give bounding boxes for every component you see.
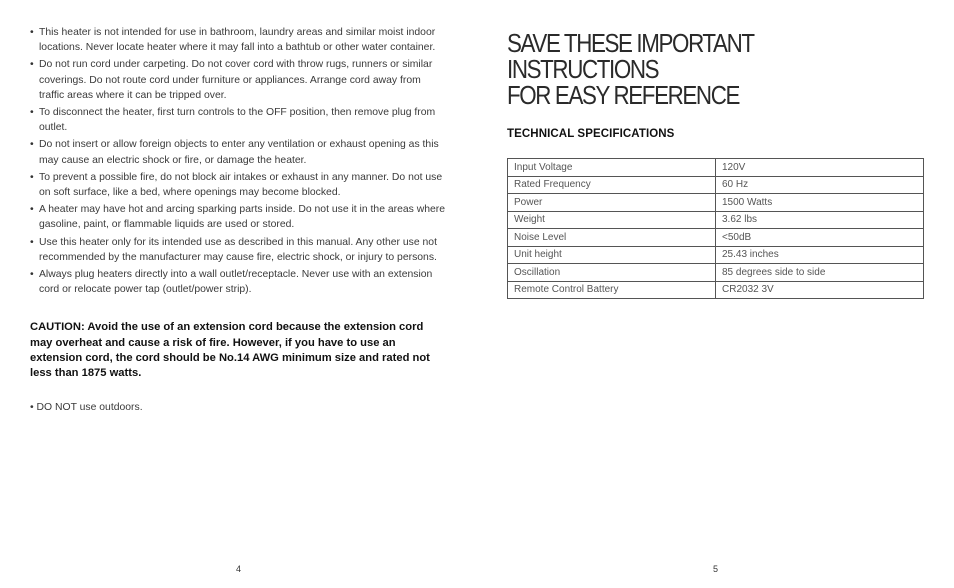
table-row [508, 246, 924, 264]
table-row [508, 194, 924, 212]
safety-bullet: • Always plug heaters directly into a wall outlet/receptacle. Never use with an extension cord or relocate power tap (outlet/power strip). [30, 267, 448, 297]
page-number-left: 4 [236, 564, 242, 574]
safety-bullet: • This heater is not intended for use in bathroom, laundry areas and similar moist indoor locations. Never locate heater where it may fall into a bathtub or other water container. [30, 25, 448, 55]
table-row [508, 159, 924, 177]
page-headline [507, 30, 885, 108]
spec-label: Weight [508, 211, 716, 229]
safety-bullet: • A heater may have hot and arcing sparking parts inside. Do not use it in the areas where gasoline, paint, or flammable liquids are used or stored. [30, 202, 448, 232]
left-page [30, 25, 448, 415]
table-row [508, 176, 924, 194]
spec-value: 25.43 inches [716, 246, 924, 264]
table-row [508, 281, 924, 299]
headline-line-1: SAVE THESE IMPORTANT INSTRUCTIONS [507, 28, 754, 84]
outdoor-warning: • DO NOT use outdoors. [30, 402, 143, 414]
spec-label: Rated Frequency [508, 176, 716, 194]
spec-value: 85 degrees side to side [716, 264, 924, 282]
table-row [508, 229, 924, 247]
page-number-right: 5 [713, 564, 719, 574]
safety-bullet-list [30, 25, 448, 297]
table-row [508, 264, 924, 282]
spec-label: Power [508, 194, 716, 212]
safety-bullet: • To disconnect the heater, first turn controls to the OFF position, then remove plug from outlet. [30, 105, 448, 135]
spec-value: 60 Hz [716, 176, 924, 194]
spec-label: Unit height [508, 246, 716, 264]
right-page [507, 30, 925, 299]
specs-heading: TECHNICAL SPECIFICATIONS [507, 128, 675, 140]
safety-bullet: • Use this heater only for its intended use as described in this manual. Any other use not recommended by the manufacturer may cause fire, electric shock, or injury to persons. [30, 235, 448, 265]
spec-value: 1500 Watts [716, 194, 924, 212]
table-row [508, 211, 924, 229]
spec-value: 3.62 lbs [716, 211, 924, 229]
spec-value: CR2032 3V [716, 281, 924, 299]
spec-label: Oscillation [508, 264, 716, 282]
spec-value: 120V [716, 159, 924, 177]
headline-line-2: FOR EASY REFERENCE [507, 80, 740, 110]
safety-bullet: • Do not insert or allow foreign objects to enter any ventilation or exhaust opening as this may cause an electric shock or fire, or damage the heater. [30, 137, 448, 167]
caution-paragraph: CAUTION: Avoid the use of an extension cord because the extension cord may overheat and cause a risk of fire. However, if you have to use an extension cord, the cord should be No.14 AWG minimum size and rated not less than 1875 watts. [30, 321, 430, 380]
safety-bullet: • Do not run cord under carpeting. Do not cover cord with throw rugs, runners or similar coverings. Do not route cord under furniture or appliances. Arrange cord away from traffic areas where it can be tripped over. [30, 57, 448, 103]
spec-value: <50dB [716, 229, 924, 247]
spec-label: Noise Level [508, 229, 716, 247]
specs-table [507, 158, 924, 299]
safety-bullet: • To prevent a possible fire, do not block air intakes or exhaust in any manner. Do not use on soft surface, like a bed, where openings may become blocked. [30, 170, 448, 200]
spec-label: Input Voltage [508, 159, 716, 177]
spec-label: Remote Control Battery [508, 281, 716, 299]
